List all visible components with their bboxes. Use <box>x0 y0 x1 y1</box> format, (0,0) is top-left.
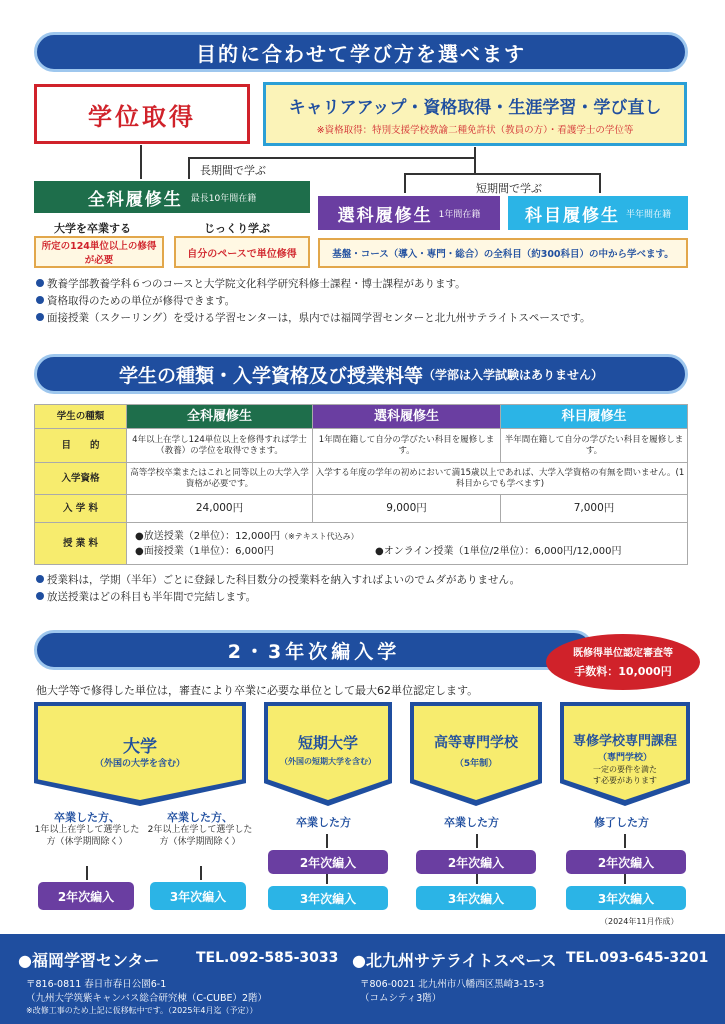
courses-box: 基盤・コース（導入・専門・総合）の全科目（約300科目）の中から学べます。 <box>318 238 688 268</box>
bullet-dot-icon <box>36 296 44 304</box>
grad-box: 所定の124単位以上の修得が必要 <box>34 236 164 268</box>
path-1yr: 卒業した方、 1年以上在学して選学した方（休学期間除く） <box>34 811 140 847</box>
grad-done-label: 卒業した方 <box>296 816 351 829</box>
connector <box>200 866 202 880</box>
connector <box>326 874 328 884</box>
bullets2 <box>36 572 696 606</box>
connector <box>476 874 478 884</box>
center2-address: 〒806-0021 北九州市八幡西区黒崎3-15-3 <box>360 979 545 990</box>
grad-label: 大学を卒業する <box>54 222 131 235</box>
table-cell: 24,000円 <box>127 495 313 523</box>
bullets1 <box>36 276 696 327</box>
year2-badge: 2年次編入 <box>566 850 686 874</box>
school-senmon: 専修学校専門課程 （専門学校） 一定の要件を満たす必要があります <box>560 702 690 806</box>
connector <box>140 145 142 179</box>
col-header: 科目履修生 <box>501 405 688 429</box>
table-cell: 入学する年度の学年の初めにおいて満15歳以上であれば、大学入学資格の有無を問いません。(1科目からでも学べます) <box>313 463 688 495</box>
connector <box>188 157 190 179</box>
bullet-dot-icon <box>36 279 44 287</box>
tuition-cell: ●放送授業（2単位）：12,000円（※テキスト代込み） ●面接授業（1単位）：6,000円 ●オンライン授業（1単位/2単位）：6,000円/12,000円 <box>127 523 688 565</box>
date-note: （2024年11月作成） <box>600 917 679 926</box>
finish-done-label: 修了した方 <box>594 816 649 829</box>
center2-tel[interactable]: TEL.093-645-3201 <box>566 950 709 966</box>
center2-address2: （コムシティ3階） <box>360 993 442 1004</box>
school-kosen: 高等専門学校 （5年制） <box>410 702 542 806</box>
short-label: 短期間で学ぶ <box>476 182 542 195</box>
table-cell: 4年以上在学し124単位以上を修得すれば学士（教養）の学位を取得できます。 <box>127 429 313 463</box>
center1-address: 〒816-0811 春日市春日公園6-1 <box>26 979 167 990</box>
kamoku-title: 科目履修生 <box>524 205 620 226</box>
kamoku-sub: 半年間在籍 <box>625 209 671 220</box>
section1-header: 目的に合わせて学び方を選べます <box>34 32 688 72</box>
table-cell: 9,000円 <box>313 495 501 523</box>
table-cell: 7,000円 <box>501 495 688 523</box>
section2-header: 学生の種類・入学資格及び授業料等 （学部は入学試験はありません） <box>34 354 688 394</box>
connector <box>474 147 476 159</box>
school-university: 大学 （外国の大学を含む） <box>34 702 246 806</box>
center1-tel[interactable]: TEL.092-585-3033 <box>196 950 339 966</box>
senka-sub: 1年間在籍 <box>438 209 481 220</box>
zenka-box <box>34 181 310 213</box>
section3-header: 2・3年次編入学 <box>34 630 594 670</box>
bullet: 教養学部教養学科６つのコースと大学院文化科学研究科修士課程・博士課程があります。 <box>36 276 696 293</box>
senka-box <box>318 196 500 230</box>
path-2yr: 卒業した方、 2年以上在学して選学した方（休学期間除く） <box>147 811 253 847</box>
school-junior-college: 短期大学 （外国の短期大学を含む） <box>264 702 392 806</box>
connector <box>624 874 626 884</box>
table-cell: 1年間在籍して自分の学びたい科目を履修します。 <box>313 429 501 463</box>
year3-badge: 3年次編入 <box>566 886 686 910</box>
year2-badge: 2年次編入 <box>268 850 388 874</box>
row-header: 入 学 料 <box>35 495 127 523</box>
col-header: 学生の種類 <box>35 405 127 429</box>
year3-badge: 3年次編入 <box>150 882 246 910</box>
bullet: 面接授業（スクーリング）を受ける学習センターは，県内では福岡学習センターと北九州サテライトスペースです。 <box>36 310 696 327</box>
career-note: ※資格取得：特別支援学校教諭二種免許状（教員の方）・看護学士の学位等 <box>316 125 634 136</box>
center1-name: ●福岡学習センター <box>18 951 160 970</box>
col-header: 全科履修生 <box>127 405 313 429</box>
connector <box>624 834 626 848</box>
connector <box>599 173 601 193</box>
long-label: 長期間で学ぶ <box>200 164 266 177</box>
row-header: 授 業 料 <box>35 523 127 565</box>
row-header: 入学資格 <box>35 463 127 495</box>
bullet: 授業料は，学期（半年）ごとに登録した科目数分の授業料を納入すればよいのでムダがありません。 <box>36 572 696 589</box>
pace-label: じっくり学ぶ <box>204 222 270 235</box>
connector <box>476 834 478 848</box>
row-header: 目 的 <box>35 429 127 463</box>
connector <box>86 866 88 880</box>
center2-name: ●北九州サテライトスペース <box>352 951 557 970</box>
connector <box>326 834 328 848</box>
grad-done-label: 卒業した方 <box>444 816 499 829</box>
table-cell: 高等学校卒業またはこれと同等以上の大学入学資格が必要です。 <box>127 463 313 495</box>
degree-box: 学位取得 <box>34 84 250 144</box>
pace-box: 自分のペースで単位修得 <box>174 236 310 268</box>
transfer-intro: 他大学等で修得した単位は，審査により卒業に必要な単位として最大62単位認定します。 <box>36 684 479 697</box>
bullet: 資格取得のための単位が修得できます。 <box>36 293 696 310</box>
year3-badge: 3年次編入 <box>268 886 388 910</box>
table-cell: 半年間在籍して自分の学びたい科目を履修します。 <box>501 429 688 463</box>
bullet-dot-icon <box>36 575 44 583</box>
fee-table <box>34 404 688 565</box>
bullet: 放送授業はどの科目も半年間で完結します。 <box>36 589 696 606</box>
kamoku-box <box>508 196 688 230</box>
footer <box>0 934 725 1024</box>
connector <box>404 173 406 193</box>
fee-badge: 既修得単位認定審査等 手数料：10,000円 <box>546 634 700 690</box>
center1-note: ※改修工事のため上記に仮移転中です。（2025年4月迄（予定）） <box>26 1006 258 1015</box>
year3-badge: 3年次編入 <box>416 886 536 910</box>
bullet-dot-icon <box>36 592 44 600</box>
connector <box>474 159 476 173</box>
senka-title: 選科履修生 <box>337 205 433 226</box>
career-box <box>263 82 687 146</box>
year2-badge: 2年次編入 <box>38 882 134 910</box>
zenka-sub: 最長10年間在籍 <box>190 193 257 204</box>
zenka-title: 全科履修生 <box>87 189 183 210</box>
center1-address2: （九州大学筑紫キャンパス総合研究棟（C-CUBE）2階） <box>26 993 268 1004</box>
connector <box>404 173 600 175</box>
connector <box>188 157 474 159</box>
col-header: 選科履修生 <box>313 405 501 429</box>
bullet-dot-icon <box>36 313 44 321</box>
career-title: キャリアアップ・資格取得・生涯学習・学び直し <box>288 98 662 118</box>
year2-badge: 2年次編入 <box>416 850 536 874</box>
